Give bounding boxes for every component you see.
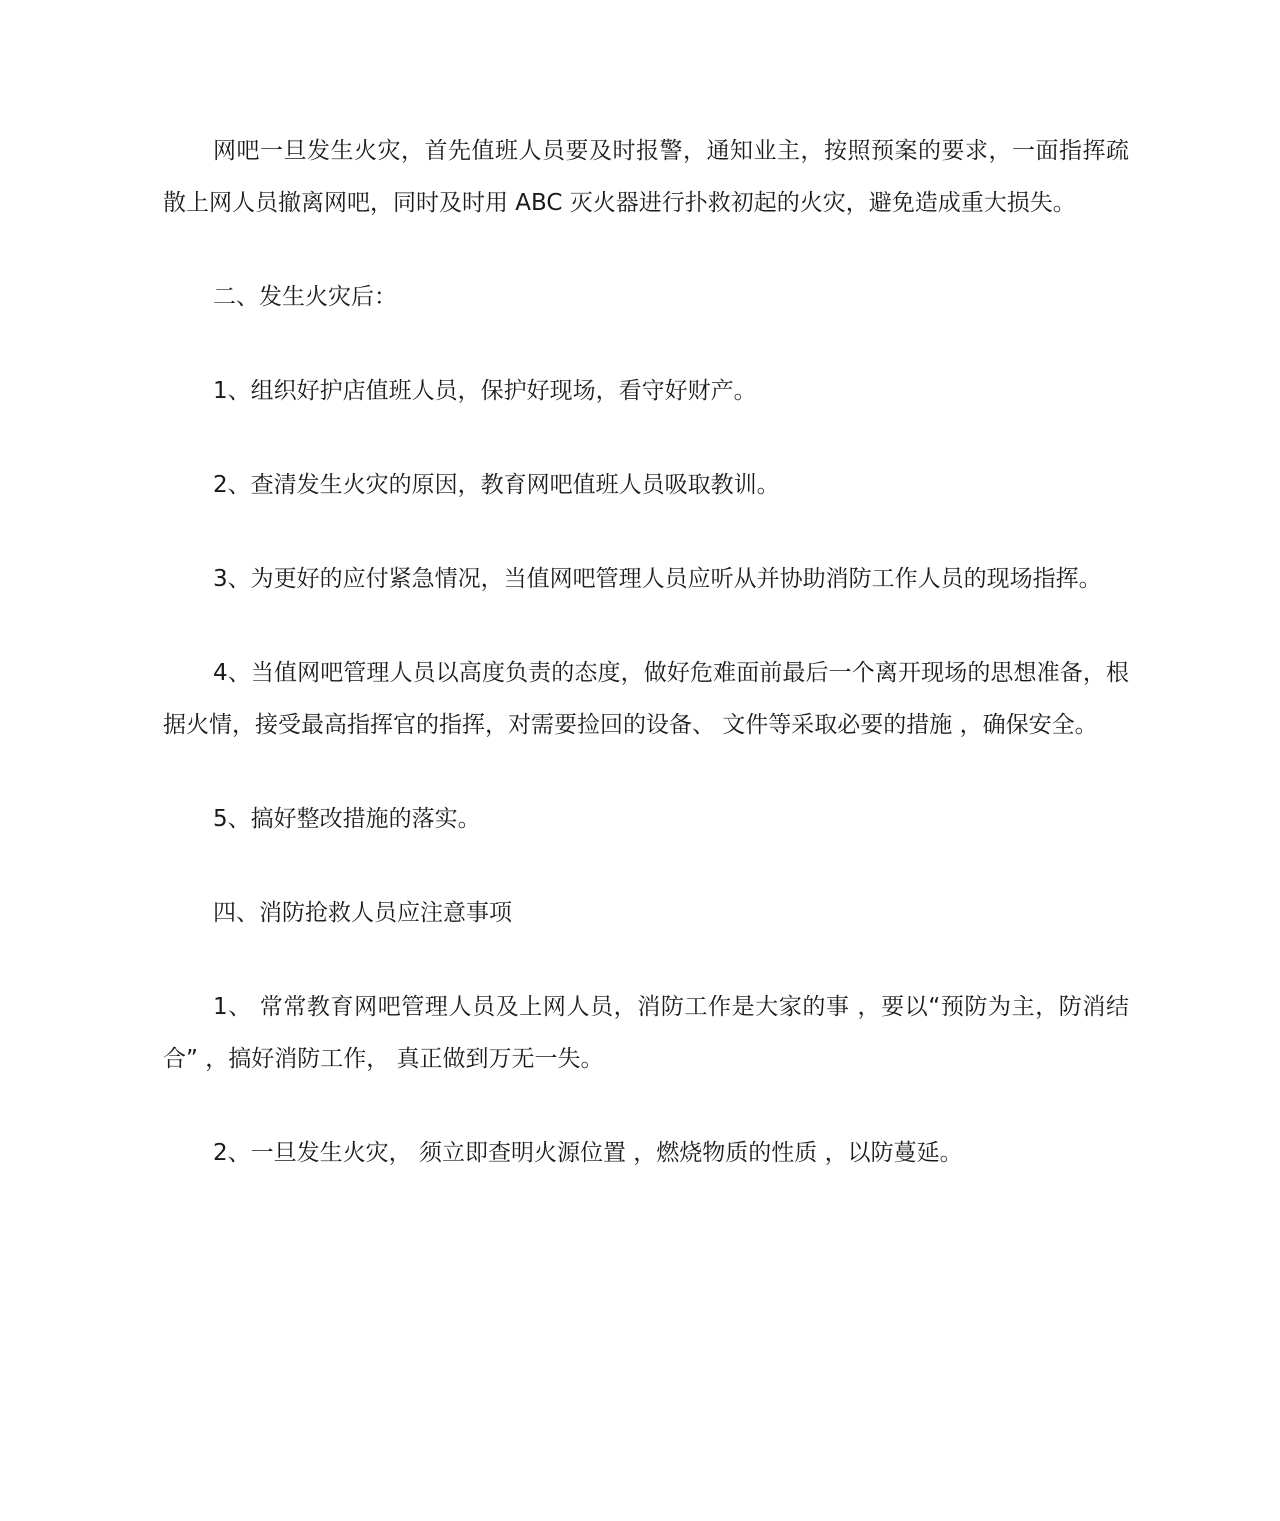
section-heading-precautions: 四、消防抢救人员应注意事项 (213, 900, 512, 926)
list-item-2: 2、查清发生火灾的原因，教育网吧值班人员吸取教训。 (213, 472, 780, 498)
list-item-3: 3、为更好的应付紧急情况，当值网吧管理人员应听从并协助消防工作人员的现场指挥。 (213, 566, 1102, 592)
precaution-item-2: 2、一旦发生火灾， 须立即查明火源位置 ，燃烧物质的性质 ，以防蔓延。 (213, 1140, 963, 1166)
document-body (163, 125, 1129, 1179)
list-item-5: 5、搞好整改措施的落实。 (213, 806, 481, 832)
section-heading-after-fire: 二、发生火灾后： (213, 284, 397, 310)
intro-paragraph: 网吧一旦发生火灾，首先值班人员要及时报警，通知业主，按照预案的要求，一面指挥疏散上网人员撤离网吧，同时及时用 ABC 灭火器进行扑救初起的火灾，避免造成重大损失。 (163, 138, 1129, 216)
precaution-item-1: 1、 常常教育网吧管理人员及上网人员，消防工作是大家的事 ，要以“预防为主，防消结合” ，搞好消防工作， 真正做到万无一失。 (163, 994, 1129, 1072)
list-item-4: 4、当值网吧管理人员以高度负责的态度，做好危难面前最后一个离开现场的思想准备，根据火情，接受最高指挥官的指挥，对需要捡回的设备、 文件等采取必要的措施 ，确保安全。 (163, 660, 1129, 738)
list-item-1: 1、组织好护店值班人员，保护好现场，看守好财产。 (213, 378, 757, 404)
